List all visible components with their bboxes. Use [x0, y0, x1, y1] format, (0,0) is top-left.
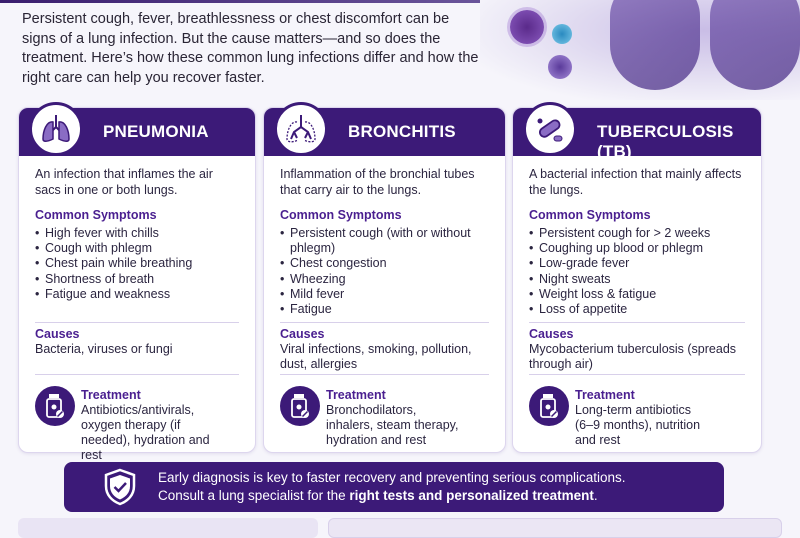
causes-heading: Causes — [35, 327, 80, 341]
divider — [280, 374, 489, 375]
intro-text: Persistent cough, fever, breathlessness or chest discomfort can be signs of a lung infection. But the cause matters—and so does the treatment. Here’s how these common lung infections differ and how the right care can help you recover faster. — [22, 11, 479, 86]
symptom-item: • Low-grade fever — [529, 256, 745, 271]
card-tuberculosis-tb — [512, 107, 762, 453]
symptom-item: • Persistent cough for > 2 weeks — [529, 226, 745, 241]
causes-text: Viral infections, smoking, pollution, dust, allergies — [280, 342, 472, 371]
symptoms-heading: Common Symptoms — [280, 208, 402, 222]
bronchi-icon — [274, 102, 328, 156]
symptoms-list — [529, 226, 745, 317]
treatment-text: Bronchodilators, inhalers, steam therapy, hydration and rest — [326, 403, 459, 447]
divider — [529, 374, 745, 375]
card-description: An infection that inflames the air sacs in one or both lungs. — [35, 167, 213, 197]
symptom-item: • Fatigue and weakness — [35, 287, 239, 302]
symptom-item: • Fatigue — [280, 302, 489, 317]
treatment-text: Antibiotics/antivirals, oxygen therapy (if needed), hydration and rest — [81, 403, 210, 462]
symptom-item: • Night sweats — [529, 272, 745, 287]
card-description: Inflammation of the bronchial tubes that carry air to the lungs. — [280, 167, 475, 197]
banner-line-1: Early diagnosis is key to faster recovery and preventing serious complications. — [158, 470, 626, 485]
lungs-icon — [29, 102, 83, 156]
bacteria-icon — [523, 102, 577, 156]
card-pneumonia — [18, 107, 256, 462]
symptom-item: • Persistent cough (with or without phlegm) — [280, 226, 489, 256]
symptom-item: • Chest pain while breathing — [35, 256, 239, 271]
symptom-item: • Coughing up blood or phlegm — [529, 241, 745, 256]
symptoms-heading: Common Symptoms — [35, 208, 157, 222]
symptoms-list — [35, 226, 239, 302]
card-header — [19, 108, 255, 156]
card-title: BRONCHITIS — [348, 122, 456, 141]
symptoms-list — [280, 226, 489, 317]
symptom-item: • Weight loss & fatigue — [529, 287, 745, 302]
card-header — [513, 108, 761, 161]
shield-check-icon — [102, 468, 138, 506]
card-description: A bacterial infection that mainly affects the lungs. — [529, 167, 742, 197]
virus-icon — [552, 24, 572, 44]
medicine-bottle-icon — [280, 386, 320, 426]
card-header — [264, 108, 505, 156]
treatment-heading: Treatment — [575, 388, 635, 402]
symptom-item: • Loss of appetite — [529, 302, 745, 317]
symptom-item: • Shortness of breath — [35, 272, 239, 287]
virus-icon — [510, 10, 544, 44]
divider — [35, 322, 239, 323]
causes-heading: Causes — [529, 327, 574, 341]
symptom-item: • Mild fever — [280, 287, 489, 302]
symptom-item: • Cough with phlegm — [35, 241, 239, 256]
lung-right-image — [710, 0, 800, 90]
banner-line-2: Consult a lung specialist for the right tests and personalized treatment. — [158, 488, 598, 503]
treatment-heading: Treatment — [326, 388, 386, 402]
lungs-illustration — [480, 0, 800, 100]
early-diagnosis-banner — [64, 462, 724, 512]
symptom-item: • Wheezing — [280, 272, 489, 287]
symptom-item: • High fever with chills — [35, 226, 239, 241]
bottom-panel-left — [18, 518, 318, 538]
symptom-item: • Chest congestion — [280, 256, 489, 271]
causes-text: Mycobacterium tuberculosis (spreads through air) — [529, 342, 737, 371]
divider — [529, 322, 745, 323]
symptoms-heading: Common Symptoms — [529, 208, 651, 222]
card-bronchitis — [263, 107, 506, 453]
lung-left-image — [610, 0, 700, 90]
virus-icon — [548, 55, 572, 79]
card-title: TUBERCULOSIS (TB) — [597, 122, 734, 161]
treatment-heading: Treatment — [81, 388, 141, 402]
causes-heading: Causes — [280, 327, 325, 341]
divider — [35, 374, 239, 375]
bottom-panel-right — [328, 518, 782, 538]
card-title: PNEUMONIA — [103, 122, 209, 141]
divider — [280, 322, 489, 323]
treatment-text: Long-term antibiotics (6–9 months), nutrition and rest — [575, 403, 701, 447]
medicine-bottle-icon — [35, 386, 75, 426]
causes-text: Bacteria, viruses or fungi — [35, 342, 173, 356]
medicine-bottle-icon — [529, 386, 569, 426]
